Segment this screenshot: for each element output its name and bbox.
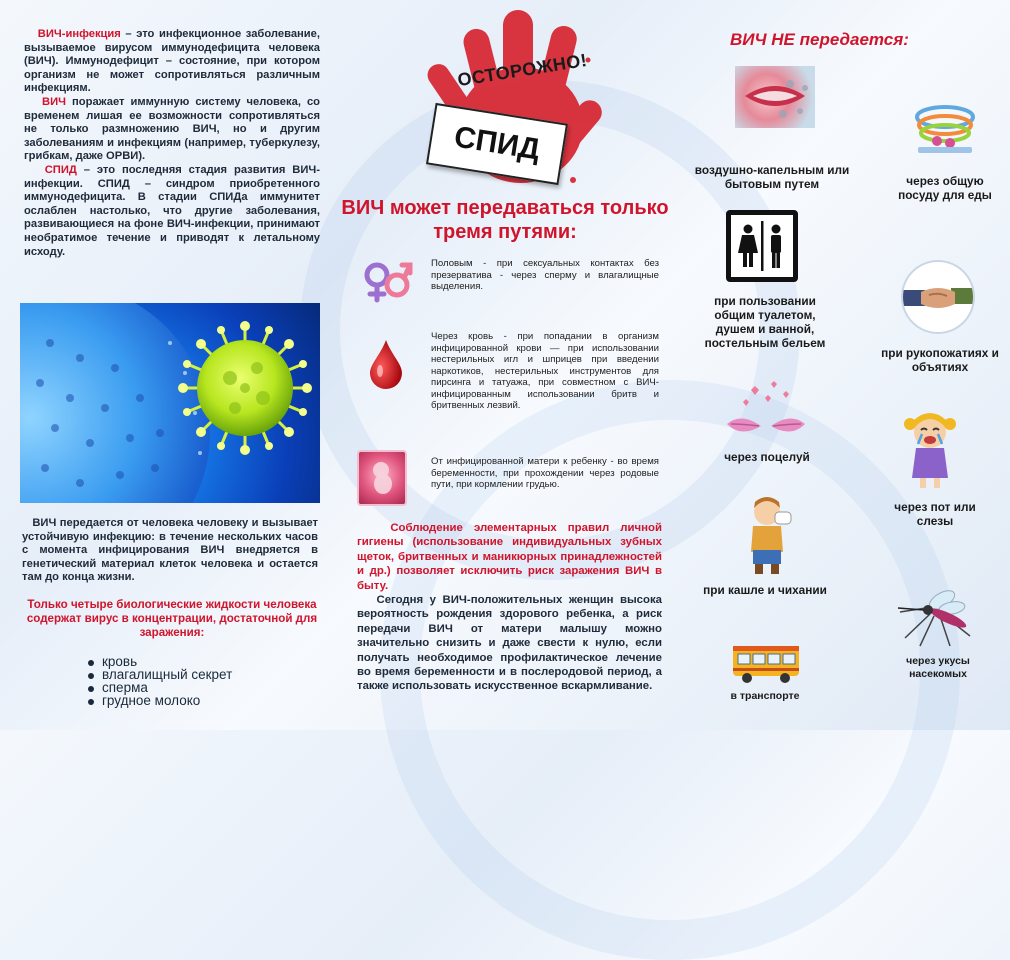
list-item: грудное молоко — [88, 694, 232, 707]
airborne-caption: воздушно-капельным или бытовым путем — [694, 163, 850, 191]
intro-paragraph-hiv-infection — [24, 28, 320, 96]
sweat-caption: через пот или слезы — [894, 500, 976, 528]
dishes-caption: через общую посуду для еды — [898, 174, 992, 202]
list-item: сперма — [88, 681, 232, 694]
aids-sign: СПИД — [426, 103, 568, 185]
prevention-text — [357, 521, 662, 694]
term-aids: СПИД — [44, 163, 77, 176]
crying-girl-icon — [900, 410, 960, 490]
transport-caption: в транспорте — [730, 690, 800, 702]
intro-p1-text: – это инфекционное заболевание, вызываемое вирусом иммунодефицита человека (ВИЧ). Иммунодефицит – состояние, при котором организм не может сопротивляться различным инфекциям. — [24, 28, 320, 95]
toilet-icon — [726, 210, 798, 282]
fluids-title: Только четыре биологические жидкости человека содержат вирус в концентрации, достаточной для заражения: — [26, 598, 318, 639]
careful-label: ОСТОРОЖНО! — [456, 49, 589, 91]
fluids-list — [88, 655, 232, 707]
bus-icon — [731, 640, 801, 686]
way-mother-text: От инфицированной матери к ребенку - во время беременности, при прохождении через родовые пути, при кормлении грудью. — [431, 456, 659, 490]
toilet-caption: при пользовании общим туалетом, душем и ванной, постельным бельем — [704, 294, 826, 350]
mosquito-icon — [890, 578, 980, 650]
kiss-icon — [721, 380, 811, 446]
blood-drop-icon — [367, 338, 405, 390]
transmission-heading: ВИЧ может передаваться только тремя путями: — [341, 197, 669, 243]
dishes-icon — [910, 95, 980, 163]
hygiene-text: Соблюдение элементарных правил личной гигиены (использование индивидуальных зубных щеток, бритвенных и маникюрных принадлежностей и др.) позволяет исключить риск заражения ВИЧ в быту. — [357, 522, 662, 592]
intro-paragraph-hiv — [24, 96, 320, 164]
way-sexual-text: Половым - при сексуальных контактах без презерватива - через сперму и влагалищные выделения. — [431, 258, 659, 292]
right-column — [675, 0, 1010, 730]
transmission-text-content: ВИЧ передается от человека человеку и вызывает устойчивую инфекцию: в течение нескольких часов с момента инфицирования ВИЧ внедряется в генетический материал клеток человека и остается там до конца жизни. — [22, 517, 318, 584]
pregnancy-text: Сегодня у ВИЧ-положительных женщин высока вероятность рождения здорового ребенка, а риск передачи ВИЧ от матери малышу можно значительно снизить и даже свести к нулю, если получать необходимое профилактическое лечение во время беременности и в послеродовой период, а также использовать искусственное вскармливание. — [357, 594, 662, 693]
term-hiv-infection: ВИЧ-инфекция — [37, 28, 121, 40]
left-column — [0, 0, 335, 730]
intro-p2-text: поражает иммунную систему человека, со временем лишая ее возможности сопротивляться не только размножению ВИЧ, но и другим заболеваниям и инфекциям (например, туберкулезу, грибкам, даже ОРВИ). — [24, 95, 321, 163]
kiss-caption: через поцелуй — [724, 450, 810, 464]
fetus-icon — [357, 450, 407, 506]
list-item: влагалищный секрет — [88, 668, 232, 681]
term-hiv: ВИЧ — [42, 95, 67, 108]
mosquito-caption: через укусы насекомых — [906, 655, 970, 680]
intro-paragraph-aids — [24, 164, 320, 259]
handshake-icon — [903, 262, 973, 332]
virus-image — [20, 303, 320, 503]
cough-caption: при кашле и чихании — [703, 583, 827, 597]
intro-text — [24, 28, 320, 259]
not-transmitted-heading: ВИЧ НЕ передается: — [730, 30, 909, 49]
gender-symbols-icon — [361, 257, 413, 303]
way-blood-text: Через кровь - при попадании в организм инфицированной крови — при использовании нестерильных игл и шприцев при введении наркотиков, нестерильных инструментов для пирсинга и татуажа, при совместном с ВИЧ-инфицированным использовании бритв и бритвенных лезвий. — [431, 331, 659, 411]
sneezing-boy-icon — [737, 494, 799, 576]
middle-column — [335, 0, 675, 730]
list-item: кровь — [88, 655, 232, 668]
intro-p3-text: – это последняя стадия развития ВИЧ-инфекции. СПИД – синдром приобретенного иммунодефицита. В стадии СПИДа иммунитет ослаблен настолько, что другие заболевания, развивающиеся на фоне ВИЧ-инфекции, принимают необратимое течение и приводят к летальному исходу. — [24, 163, 320, 258]
handshake-caption: при рукопожатиях и объятиях — [881, 346, 999, 374]
transmission-text — [22, 517, 318, 585]
mouth-icon — [735, 66, 815, 128]
